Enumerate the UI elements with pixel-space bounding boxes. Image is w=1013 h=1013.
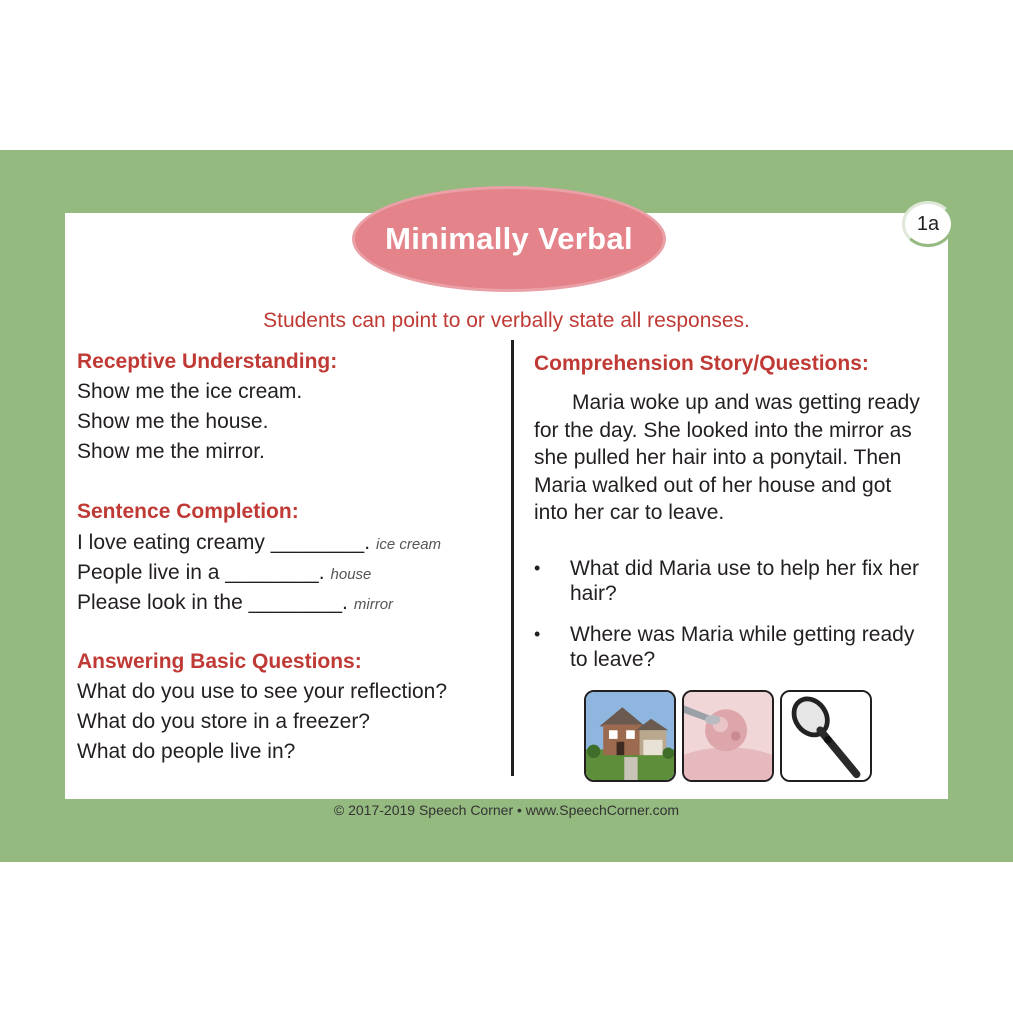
receptive-item: Show me the house. (77, 410, 269, 433)
question-text: Where was Maria while getting ready to leave? (570, 623, 915, 671)
sentence-prompt: Please look in the ________. (77, 591, 348, 614)
ice-cream-photo[interactable] (682, 690, 774, 782)
title-oval (352, 186, 666, 292)
comprehension-question (534, 622, 920, 672)
copyright-footer: © 2017-2019 Speech Corner • www.SpeechCorner.com (333, 802, 680, 818)
basic-question: What do people live in? (77, 740, 296, 763)
card-title: Minimally Verbal (385, 221, 633, 256)
sentence-answer: house (330, 566, 372, 583)
bullet-icon: • (534, 558, 541, 578)
comprehension-heading: Comprehension Story/Questions: (534, 352, 869, 375)
house-icon (586, 692, 674, 780)
instructions-subtitle: Students can point to or verbally state all responses. (263, 309, 750, 332)
mirror-icon (782, 692, 870, 780)
basic-questions-heading: Answering Basic Questions: (77, 650, 362, 673)
sentence-item (77, 561, 371, 585)
house-photo[interactable] (584, 690, 676, 782)
basic-question: What do you store in a freezer? (77, 710, 370, 733)
question-text: What did Maria use to help her fix her hair? (570, 557, 920, 605)
card-number-badge: 1a (902, 201, 954, 247)
basic-question: What do you use to see your reflection? (77, 680, 448, 703)
sentence-answer: ice cream (376, 536, 442, 553)
sentence-prompt: People live in a ________. (77, 561, 325, 584)
receptive-item: Show me the ice cream. (77, 380, 303, 403)
column-divider (511, 340, 514, 776)
bullet-icon: • (534, 624, 541, 644)
sentence-answer: mirror (353, 596, 394, 613)
ice-cream-icon (684, 692, 772, 780)
comprehension-question (534, 556, 920, 606)
hand-mirror-photo[interactable] (780, 690, 872, 782)
sentence-prompt: I love eating creamy ________. (77, 531, 371, 554)
sentence-item (77, 531, 441, 555)
sentence-item (77, 591, 393, 615)
story-text: Maria woke up and was getting ready for the day. She looked into the mirror as she pulled her hair into a ponytail. Then Maria walked out of her house and got into her car to leave. (534, 391, 920, 524)
story-paragraph (534, 389, 929, 527)
sentence-heading: Sentence Completion: (77, 500, 299, 523)
receptive-heading: Receptive Understanding: (77, 350, 338, 373)
receptive-item: Show me the mirror. (77, 440, 265, 463)
